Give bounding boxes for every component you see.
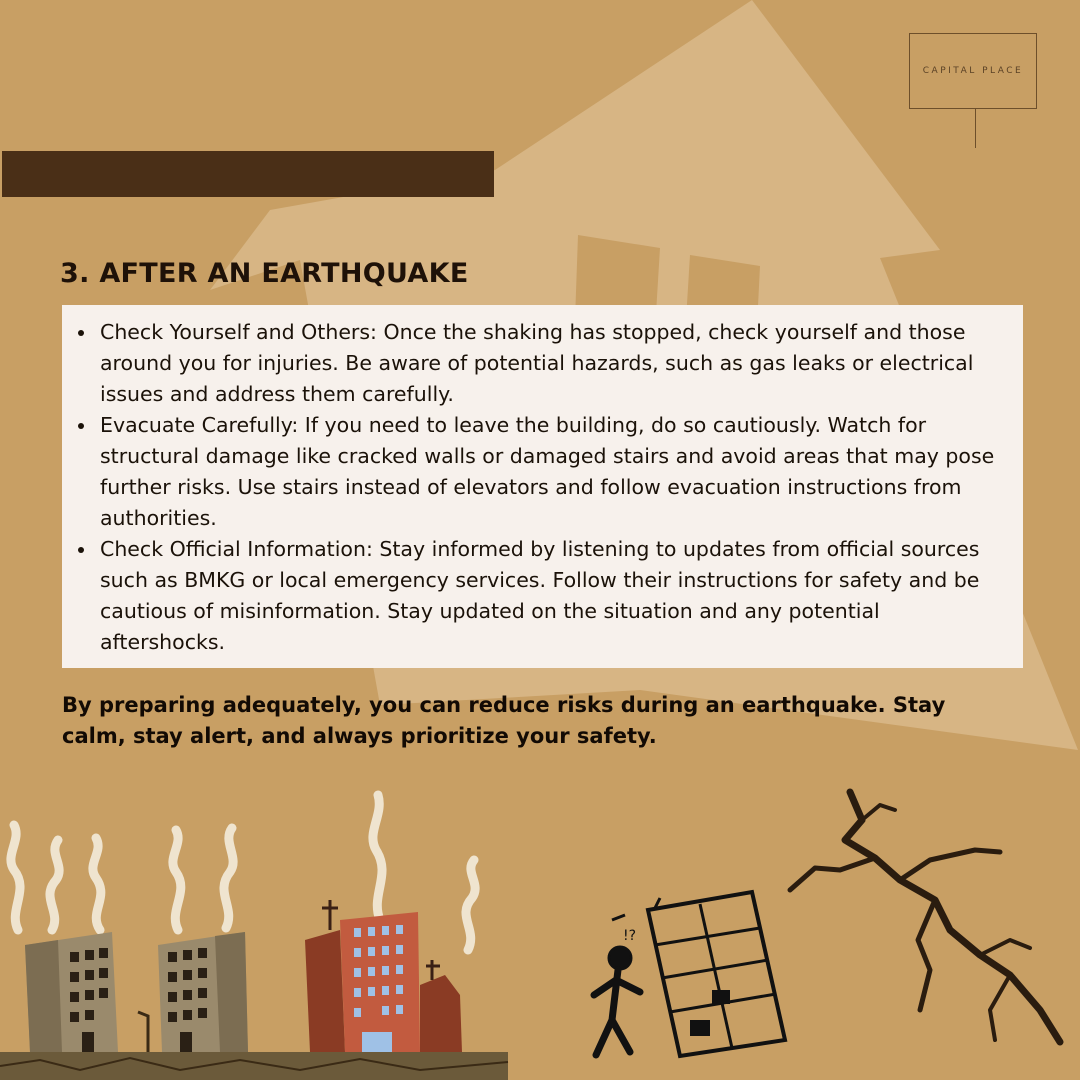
- damaged-buildings-illustration: [0, 795, 508, 1080]
- illustrations: [0, 780, 1080, 1080]
- tip-text: Evacuate Carefully: If you need to leave the building, do so cautiously. Watch for structural damage like cracked walls or damaged stairs and avoid areas that may pose further risks. Use stairs instead of elevators and follow evacuation instructions from authorities.: [100, 413, 995, 530]
- summary-text: By preparing adequately, you can reduce risks during an earthquake. Stay calm, stay alert, and always prioritize your safety.: [62, 693, 946, 748]
- ground-crack-illustration: [790, 792, 1060, 1042]
- brand-logo: [909, 33, 1037, 109]
- tip-text: Check Yourself and Others: Once the shaking has stopped, check yourself and those around you for injuries. Be aware of potential hazards, such as gas leaks or electrical issues and address them carefully.: [100, 320, 974, 406]
- tip-item: [100, 317, 997, 410]
- accent-bar: [2, 151, 494, 197]
- tip-text: Check Official Information: Stay informed by listening to updates from official sources such as BMKG or local emergency services. Follow their instructions for safety and be cautious of misinformation. Stay updated on the situation and any potential aftershocks.: [100, 537, 980, 654]
- tips-panel: [62, 305, 1023, 668]
- section-heading: 3. AFTER AN EARTHQUAKE: [60, 258, 469, 289]
- tip-item: [100, 410, 997, 534]
- tip-item: [100, 534, 997, 658]
- brand-name: CAPITAL PLACE: [922, 66, 1024, 76]
- bullet-icon: [78, 547, 84, 553]
- tips-list: [100, 317, 997, 658]
- bullet-icon: [78, 423, 84, 429]
- svg-text:!?: !?: [623, 928, 637, 944]
- logo-stem-line: [975, 108, 976, 148]
- bullet-icon: [78, 330, 84, 336]
- falling-shelf-person-illustration: [594, 892, 785, 1056]
